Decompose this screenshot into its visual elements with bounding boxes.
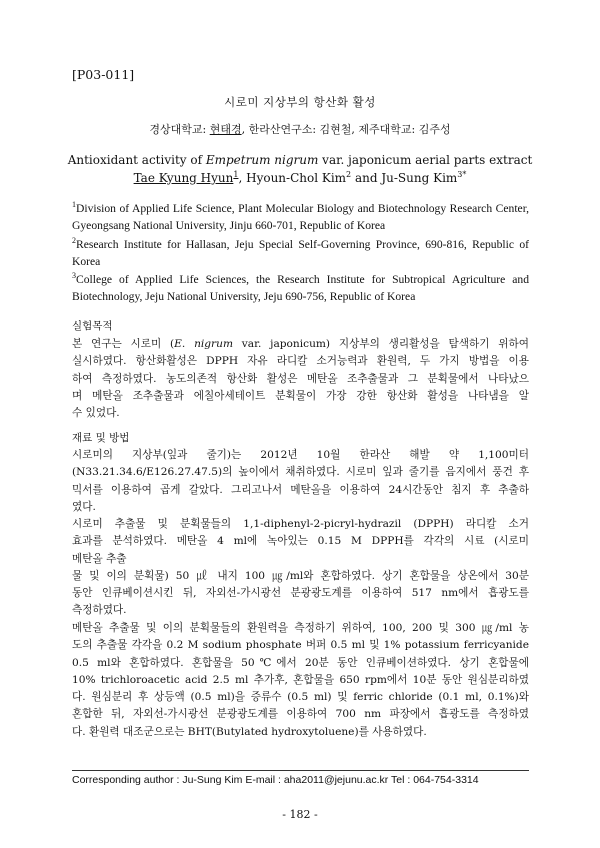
purpose-line-2: 실시하였다. 항산화활성은 DPPH 자유 라디칼 소거능력과 환원력, 두 가지 방법을 이용: [72, 355, 529, 368]
methods-p1-line: 믹서를 이용하여 곱게 갈았다. 그리고나서 메탄올을 이용하여 24시간동안 침지 후 추출하: [72, 483, 529, 496]
methods-p2-line: 측정하였다.: [72, 604, 127, 617]
methods-p3-line: 도의 추출물 각각을 0.2 M sodium phosphate 버퍼 0.5 ml 및 1% potassium ferricyanide: [72, 639, 529, 652]
methods-p1-line: (N33.21.34.6/E126.27.47.5)의 높이에서 채취하였다. 시로미 잎과 줄기를 음지에서 풍건 후: [72, 466, 529, 479]
methods-p3-line: 메탄올 추출물 및 이의 분획물들의 환원력을 측정하기 위하여, 100, 200 및 300 ㎍/ml 농: [72, 622, 529, 634]
affiliation-2-text: Research Institute for Hallasan, Jeju Special Self-Governing Province, 690-816, Republic of Korea: [72, 237, 529, 269]
korean-author-prefix: 경상대학교:: [149, 123, 210, 136]
author-presenter: Tae Kyung Hyun: [133, 171, 234, 185]
purpose-species: E. nigrum: [174, 338, 233, 350]
affiliation-1: [72, 196, 529, 235]
english-title-pre: Antioxidant activity of: [67, 153, 206, 167]
affiliation-3: [72, 267, 529, 306]
methods-p3-line: 다. 원심분리 후 상등액 (0.5 ml)을 증류수 (0.5 ml) 및 ferric chloride (0.1 ml, 0.1%)와: [72, 691, 529, 704]
methods-p3-line: 0.5 ml와 혼합하였다. 혼합물을 50℃에서 20분 동안 인큐베이션하였다. 상기 혼합물에: [72, 656, 529, 669]
affiliation-1-sup: 1: [72, 200, 76, 209]
author-3-sup: 3*: [457, 170, 467, 179]
methods-p2-line: 메탄올 추출: [72, 552, 127, 565]
english-authors: [0, 170, 600, 185]
korean-title: 시로미 지상부의 항산화 활성: [224, 95, 376, 109]
korean-presenter: 현태경: [209, 123, 242, 136]
purpose-line-3: 하여 측정하였다. 농도의존적 항산화 활성은 메탄올 조추출물과 그 분획물에서 나타났으: [72, 372, 529, 385]
methods-p1-line: 였다.: [72, 500, 96, 513]
affiliation-2-sup: 2: [72, 236, 76, 245]
abstract-code: [P03-011]: [72, 67, 135, 82]
korean-author-rest: , 한라산연구소: 김현철, 제주대학교: 김주성: [241, 123, 451, 136]
purpose-line-1: [72, 336, 529, 353]
purpose-line-5: 수 있었다.: [72, 407, 120, 420]
author-2-sup: 2: [346, 170, 352, 179]
korean-authors: [0, 121, 600, 137]
author-presenter-sup: 1: [233, 170, 239, 179]
methods-p2-line: 시로미 추출물 및 분획물들의 1,1-diphenyl-2-picryl-hydrazil (DPPH) 라디칼 소거: [72, 518, 529, 530]
affiliation-3-text: College of Applied Life Sciences, the Research Institute for Subtropical Agriculture and Biotechnology, Jeju National University, Jeju 690-756, Republic of Korea: [72, 272, 529, 304]
methods-heading: 재료 및 방법: [72, 432, 130, 444]
methods-paragraph-1: [72, 447, 529, 516]
affiliation-1-text: Division of Applied Life Science, Plant Molecular Biology and Biotechnology Research Center, Gyeongsang National University, Jinju 660-701, Republic of Korea: [72, 201, 529, 233]
methods-p3-line: 다. 환원력 대조군으로는 BHT(Butylated hydroxytoluene)를 사용하였다.: [72, 725, 427, 738]
corresponding-author: Corresponding author : Ju-Sung Kim E-mail : aha2011@jejunu.ac.kr Tel : 064-754-3314: [72, 774, 479, 786]
methods-paragraph-3: [72, 620, 529, 741]
methods-p2-line: 물 및 이의 분획물) 50 ㎕ 내지 100 ㎍/ml와 혼합하였다. 상기 혼합물을 상온에서 30분: [72, 569, 529, 582]
author-2: , Hyoun-Chol Kim: [238, 171, 347, 185]
footer-divider: [72, 770, 529, 771]
methods-p2-line: 효과를 분석하였다. 메탄올 4 ml에 녹아있는 0.15 M DPPH를 각각의 시료 (시로미: [72, 535, 529, 548]
methods-p1-line: 시로미의 지상부(잎과 줄기)는 2012년 10월 한라산 해발 약 1,100미터: [72, 449, 529, 461]
purpose-heading: 실험목적: [72, 320, 113, 332]
purpose-line-1c: var. japonicum) 지상부의 생리활성을 탐색하기 위하여: [233, 338, 529, 350]
purpose-paragraph: [72, 336, 529, 422]
methods-paragraph-2: [72, 516, 529, 620]
english-title-species: Empetrum nigrum: [205, 153, 319, 167]
affiliation-2: [72, 232, 529, 271]
methods-p2-line: 동안 인큐베이션시킨 뒤, 자외선-가시광선 분광광도계를 이용하여 517 nm에서 흡광도를: [72, 587, 529, 600]
purpose-line-1a: 본 연구는 시로미 (: [72, 338, 175, 350]
methods-p3-line: 혼합한 뒤, 자외선-가시광선 분광광도계를 이용하여 700 nm 파장에서 흡광도를 측정하였: [72, 708, 529, 721]
english-title: [0, 151, 600, 169]
affiliation-3-sup: 3: [72, 271, 76, 280]
methods-p3-line: 10% trichloroacetic acid 2.5 ml 추가후, 혼합물을 650 rpm에서 10분 동안 원심분리하였: [72, 673, 529, 686]
purpose-line-4: 며 메탄올 조추출물과 에칠아세테이트 분획물이 가장 강한 항산화 활성을 나타냄을 알: [72, 389, 529, 402]
author-3: and Ju-Sung Kim: [351, 171, 458, 185]
english-title-post: var. japonicum aerial parts extract: [318, 153, 533, 167]
page-number: - 182 -: [282, 808, 318, 821]
